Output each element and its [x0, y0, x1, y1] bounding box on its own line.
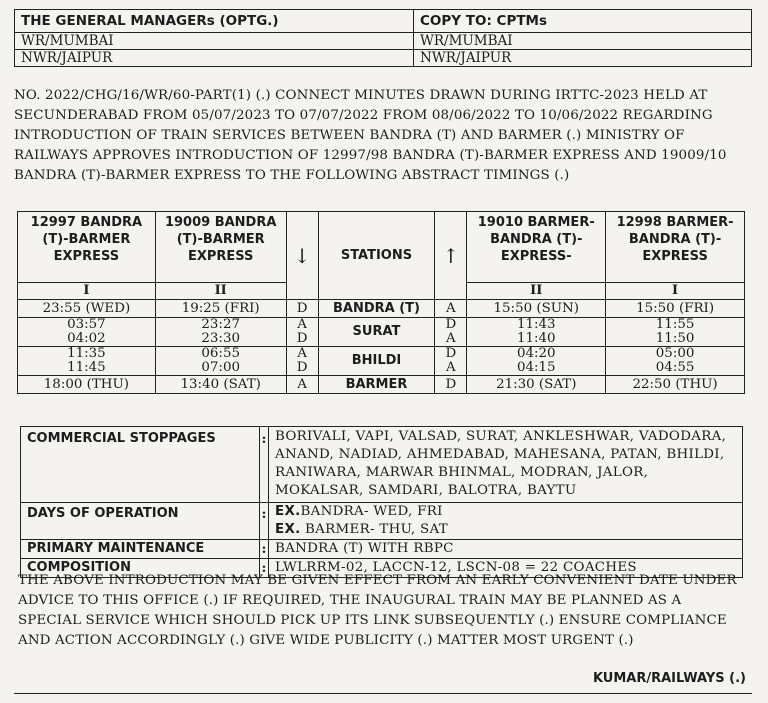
header-12997: 12997 BANDRA (T)-BARMER EXPRESS — [18, 212, 156, 283]
time-cell: 04:20 04:15 — [467, 347, 606, 376]
station-cell: SURAT — [318, 318, 435, 347]
down-arrow-icon: ↓ — [286, 212, 318, 300]
header-12998: 12998 BARMER-BANDRA (T)-EXPRESS — [606, 212, 745, 283]
colon: : — [260, 503, 269, 540]
arr-dep-cell: A D — [286, 347, 318, 376]
time-cell: 13:40 (SAT) — [155, 376, 286, 394]
table-row — [18, 300, 745, 318]
arr-dep-cell: A D — [286, 318, 318, 347]
stoppages-label: COMMERCIAL STOPPAGES — [21, 427, 260, 503]
arr-dep-cell: A — [435, 300, 467, 318]
timings-table — [17, 211, 745, 394]
freq-19009: II — [155, 283, 286, 300]
time-cell: 03:57 04:02 — [18, 318, 156, 347]
time-cell: 11:35 11:45 — [18, 347, 156, 376]
bottom-divider — [14, 693, 752, 694]
time-cell: 15:50 (FRI) — [606, 300, 745, 318]
signature: KUMAR/RAILWAYS (.) — [592, 671, 746, 686]
address-table — [14, 9, 752, 67]
time-cell: 18:00 (THU) — [18, 376, 156, 394]
addressee-wr: WR/MUMBAI — [15, 33, 414, 50]
arr-dep-cell: D — [286, 300, 318, 318]
up-arrow-icon: ↑ — [435, 212, 467, 300]
table-row — [18, 318, 745, 347]
arr-dep-cell: A — [286, 376, 318, 394]
table-row — [18, 347, 745, 376]
station-cell: BHILDI — [318, 347, 435, 376]
maintenance-label: PRIMARY MAINTENANCE — [21, 540, 260, 559]
time-cell: 15:50 (SUN) — [467, 300, 606, 318]
station-cell: BANDRA (T) — [318, 300, 435, 318]
freq-12998: I — [606, 283, 745, 300]
train-info-table — [20, 426, 743, 578]
arr-dep-cell: D A — [435, 318, 467, 347]
addressee-header: THE GENERAL MANAGERs (OPTG.) — [15, 10, 414, 33]
days-label: DAYS OF OPERATION — [21, 503, 260, 540]
closing-paragraph: THE ABOVE INTRODUCTION MAY BE GIVEN EFFECT FROM AN EARLY CONVENIENT DATE UNDER ADVICE TO THIS OFFICE (.) IF REQUIRED, THE INAUGURAL TRAIN MAY BE PLANNED AS A SPECIAL SERVICE WHICH SHOULD PICK UP ITS LINK SUBSEQUENTLY (.) ENSURE COMPLIANCE AND ACTION ACCORDINGLY (.) GIVE WIDE PUBLICITY (.) MATTER MOST URGENT (.) — [18, 573, 737, 648]
station-cell: BARMER — [318, 376, 435, 394]
colon: : — [260, 427, 269, 503]
arr-dep-cell: D — [435, 376, 467, 394]
stoppages-value: BORIVALI, VAPI, VALSAD, SURAT, ANKLESHWAR, VADODARA, ANAND, NADIAD, AHMEDABAD, MAHESANA, PATAN, BHILDI, RANIWARA, MARWAR BHINMAL, MODRAN, JALOR, MOKALSAR, SAMDARI, BALOTRA, BAYTU — [269, 427, 743, 503]
copy-to-wr: WR/MUMBAI — [414, 33, 752, 50]
maintenance-value: BANDRA (T) WITH RBPC — [269, 540, 743, 559]
arr-dep-cell: D A — [435, 347, 467, 376]
copy-to-header: COPY TO: CPTMs — [414, 10, 752, 33]
freq-19010: II — [467, 283, 606, 300]
composition-label: COMPOSITION — [21, 559, 260, 578]
time-cell: 23:55 (WED) — [18, 300, 156, 318]
time-cell: 23:27 23:30 — [155, 318, 286, 347]
colon: : — [260, 559, 269, 578]
time-cell: 05:00 04:55 — [606, 347, 745, 376]
time-cell: 11:55 11:50 — [606, 318, 745, 347]
time-cell: 21:30 (SAT) — [467, 376, 606, 394]
addressee-nwr: NWR/JAIPUR — [15, 50, 414, 67]
time-cell: 19:25 (FRI) — [155, 300, 286, 318]
time-cell: 11:43 11:40 — [467, 318, 606, 347]
header-19009: 19009 BANDRA (T)-BARMER EXPRESS — [155, 212, 286, 283]
time-cell: 06:55 07:00 — [155, 347, 286, 376]
header-19010: 19010 BARMER-BANDRA (T)-EXPRESS- — [467, 212, 606, 283]
freq-12997: I — [18, 283, 156, 300]
days-value: EX.BANDRA- WED, FRI EX. BARMER- THU, SAT — [269, 503, 743, 540]
copy-to-nwr: NWR/JAIPUR — [414, 50, 752, 67]
time-cell: 22:50 (THU) — [606, 376, 745, 394]
composition-value: LWLRRM-02, LACCN-12, LSCN-08 = 22 COACHES — [269, 559, 743, 578]
colon: : — [260, 540, 269, 559]
table-row — [18, 376, 745, 394]
intro-paragraph: NO. 2022/CHG/16/WR/60-PART(1) (.) CONNECT MINUTES DRAWN DURING IRTTC-2023 HELD AT SECUNDERABAD FROM 05/07/2023 TO 07/07/2022 FROM 08/06/2022 TO 10/06/2022 REGARDING INTRODUCTION OF TRAIN SERVICES BETWEEN BANDRA (T) AND BARMER (.) MINISTRY OF RAILWAYS APPROVES INTRODUCTION OF 12997/98 BANDRA (T)-BARMER EXPRESS AND 19009/10 BANDRA (T)-BARMER EXPRESS TO THE FOLLOWING ABSTRACT TIMINGS (.) — [14, 88, 727, 183]
header-stations: STATIONS — [318, 212, 435, 300]
